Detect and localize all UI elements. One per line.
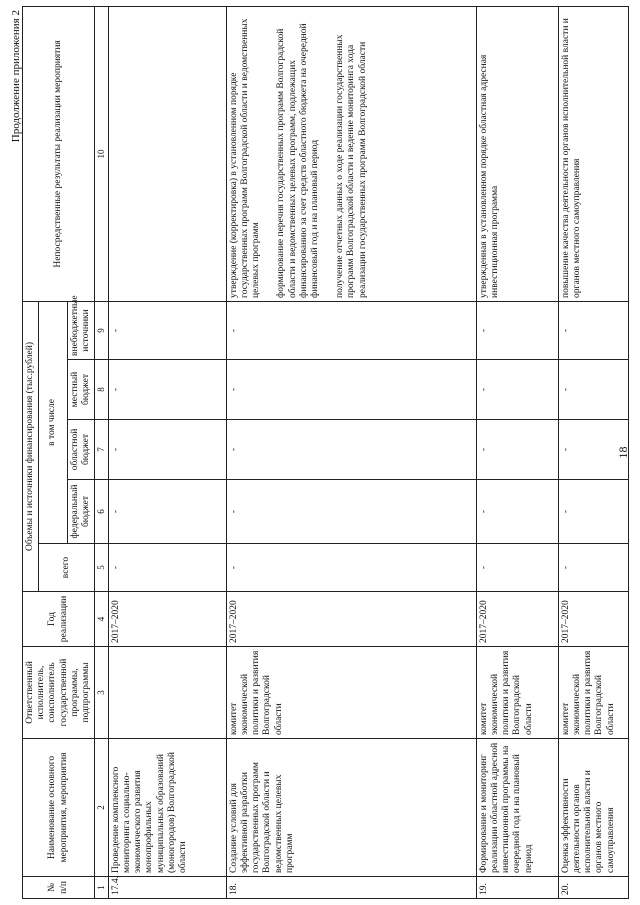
row-regional: - [226,420,476,480]
row-total: - [226,544,476,592]
col-number: 1 [95,877,109,899]
row-federal: - [226,480,476,544]
row-name: Проведение комплексного мониторинга социально-экономического развития монопрофильных муниципальных образований (моногородов) Волгоградской области [108,739,226,877]
result-text: получение отчетных данных о ходе реализации государственных программ Волгоградской области и ведение мониторинга хода реализации государственных программ Волгоградской области [335,34,368,298]
row-federal: - [476,480,558,544]
row-num: 18. [226,877,476,899]
row-federal: - [108,480,226,544]
result-text: формирование перечня государственных программ Волгоградской области и ведомственных целевых программ, подлежащих финансированию за счет средств областного бюджета на очередной финансовый год и на плановый период [276,23,321,298]
header-num: № п/п [23,877,95,899]
row-local: - [108,360,226,420]
row-federal: - [558,480,628,544]
row-year: 2017–2020 [226,592,476,647]
table-row [226,6,476,898]
col-number: 9 [95,301,109,359]
header-federal: федеральный бюджет [67,480,94,544]
header-funding: Объемы и источники финансирования (тыс.рублей) [23,301,39,591]
col-number: 3 [95,647,109,739]
table-row [108,6,226,898]
row-total: - [558,544,628,592]
row-regional: - [108,420,226,480]
row-name: Оценка эффективности деятельности органов исполнительной власти и органов местного самоуправления [558,739,628,877]
header-name: Наименование основного мероприятия, мероприятия [23,739,95,877]
row-offbudget: - [558,301,628,359]
col-number: 6 [95,480,109,544]
header-offbudget: внебюджетные источники [67,301,94,359]
row-num: 17.4. [108,877,226,899]
row-local: - [476,360,558,420]
row-regional: - [558,420,628,480]
header-result: Непосредственные результаты реализации мероприятия [23,6,95,301]
table-row [476,6,558,898]
row-exec: комитет экономической политики и развития Волгоградской области [476,647,558,739]
col-number: 4 [95,592,109,647]
row-local: - [558,360,628,420]
row-exec: комитет экономической политики и развития Волгоградской области [558,647,628,739]
row-results [476,6,558,301]
col-number: 7 [95,420,109,480]
row-offbudget: - [108,301,226,359]
row-regional: - [476,420,558,480]
row-results [226,6,476,301]
row-name: Формирование и мониторинг реализации областной адресной инвестиционной программы на очередной год и на плановый период [476,739,558,877]
header-year: Год реализации [23,592,95,647]
header-local: местный бюджет [67,360,94,420]
page-number: 18 [616,446,630,459]
activities-table [22,6,629,899]
header-exec: Ответственный исполнитель, соисполнитель государственной программы, подпрограммы [23,647,95,739]
row-offbudget: - [476,301,558,359]
row-num: 20. [558,877,628,899]
header-regional: областной бюджет [67,420,94,480]
row-name: Создание условий для эффективной разработки государственных программ Волгоградской области и ведомственных целевых программ [226,739,476,877]
header-including: в том числе [39,301,68,543]
row-results [108,6,226,301]
row-total: - [108,544,226,592]
row-exec: комитет экономической политики и развития Волгоградской области [226,647,476,739]
row-year: 2017–2020 [108,592,226,647]
result-text: утвержденная в установленном порядке областная адресная инвестиционная программа [478,54,501,298]
column-numbers-row [95,6,109,898]
result-text: утверждение (корректировка) в установленном порядке государственных программ Волгоградской области и ведомственных целевых программ [228,18,262,298]
col-number: 5 [95,544,109,592]
continuation-note: Продолжение приложения 2 [10,10,22,143]
row-year: 2017–2020 [476,592,558,647]
row-year: 2017–2020 [558,592,628,647]
col-number: 10 [95,6,109,301]
row-offbudget: - [226,301,476,359]
row-exec [108,647,226,739]
col-number: 2 [95,739,109,877]
row-total: - [476,544,558,592]
header-total: всего [39,544,95,592]
col-number: 8 [95,360,109,420]
result-text: повышение качества деятельности органов исполнительной власти и органов местного самоуправления [560,18,583,298]
row-num: 19. [476,877,558,899]
row-local: - [226,360,476,420]
